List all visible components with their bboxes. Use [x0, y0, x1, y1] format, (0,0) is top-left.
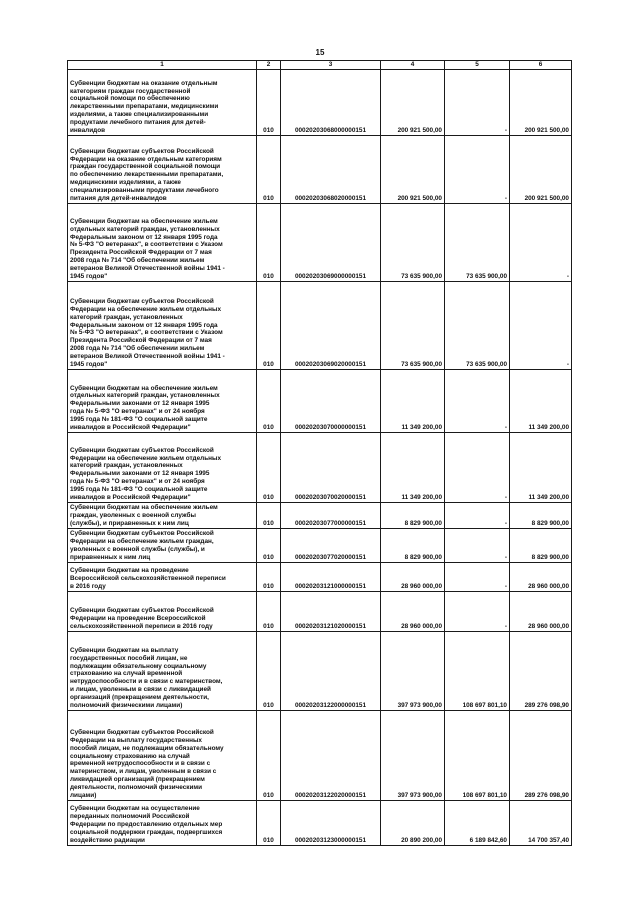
amount-unexecuted-cell: 289 276 098,90 [510, 632, 572, 711]
table-row [68, 136, 572, 204]
column-header: 2 [257, 61, 281, 70]
budget-code-cell: 00020203077020000151 [281, 529, 381, 563]
amount-unexecuted-cell: - [510, 204, 572, 282]
amount-approved-cell: 28 960 000,00 [381, 592, 445, 632]
budget-code-cell: 00020203070000000151 [281, 370, 381, 433]
amount-approved-cell: 73 635 900,00 [381, 282, 445, 370]
amount-executed-cell: - [445, 136, 510, 204]
line-code-cell: 010 [257, 70, 281, 136]
income-name-cell: Субвенции бюджетам субъектов Российской Федерации на оказание отдельным категориям граждан государственной социальной помощи по обеспечению лекарственными препаратами, медицинскими изделиями, а также специализированными продуктами лечебного питания для детей-инвалидов [68, 136, 257, 204]
line-code-cell: 010 [257, 370, 281, 433]
amount-unexecuted-cell: 200 921 500,00 [510, 136, 572, 204]
table-row [68, 204, 572, 282]
amount-executed-cell: - [445, 70, 510, 136]
amount-approved-cell: 8 829 900,00 [381, 529, 445, 563]
line-code-cell: 010 [257, 136, 281, 204]
income-name-cell: Субвенции бюджетам на выплату государственных пособий лицам, не подлежащим обязательному социальному страхованию на случай временной нетрудоспособности и в связи с материнством, и лицам, уволенным в связи с ликвидацией организаций (прекращением деятельности, полномочий физическими лицами) [68, 632, 257, 711]
budget-code-cell: 00020203121020000151 [281, 592, 381, 632]
budget-code-cell: 00020203121000000151 [281, 563, 381, 592]
table-row [68, 529, 572, 563]
amount-unexecuted-cell: 28 960 000,00 [510, 592, 572, 632]
income-name-cell: Субвенции бюджетам на обеспечение жильем отдельных категорий граждан, установленных Федеральными законами от 12 января 1995 года № 5-ФЗ "О ветеранах" и от 24 ноября 1995 года № 181-ФЗ "О социальной защите инвалидов в Российской Федерации" [68, 370, 257, 433]
budget-code-cell: 00020203069020000151 [281, 282, 381, 370]
budget-code-cell: 00020203068020000151 [281, 136, 381, 204]
line-code-cell: 010 [257, 801, 281, 846]
budget-code-cell: 00020203070020000151 [281, 433, 381, 503]
table-row [68, 433, 572, 503]
budget-table [67, 60, 572, 846]
line-code-cell: 010 [257, 529, 281, 563]
budget-code-cell: 00020203122000000151 [281, 632, 381, 711]
budget-code-cell: 00020203077000000151 [281, 503, 381, 529]
income-name-cell: Субвенции бюджетам субъектов Российской Федерации на обеспечение жильем отдельных категорий граждан, установленных Федеральными законами от 12 января 1995 года № 5-ФЗ "О ветеранах" и от 24 ноября 1995 года № 181-ФЗ "О социальной защите инвалидов в Российской Федерации" [68, 433, 257, 503]
amount-unexecuted-cell: - [510, 282, 572, 370]
line-code-cell: 010 [257, 632, 281, 711]
amount-executed-cell: - [445, 529, 510, 563]
table-row [68, 592, 572, 632]
table-row [68, 801, 572, 846]
amount-unexecuted-cell: 11 349 200,00 [510, 433, 572, 503]
budget-code-cell: 00020203068000000151 [281, 70, 381, 136]
amount-approved-cell: 11 349 200,00 [381, 370, 445, 433]
amount-unexecuted-cell: 28 960 000,00 [510, 563, 572, 592]
line-code-cell: 010 [257, 282, 281, 370]
column-header: 1 [68, 61, 257, 70]
line-code-cell: 010 [257, 711, 281, 801]
amount-executed-cell: - [445, 370, 510, 433]
amount-approved-cell: 28 960 000,00 [381, 563, 445, 592]
budget-code-cell: 00020203069000000151 [281, 204, 381, 282]
budget-code-cell: 00020203123000000151 [281, 801, 381, 846]
amount-unexecuted-cell: 8 829 900,00 [510, 529, 572, 563]
column-header: 6 [510, 61, 572, 70]
income-name-cell: Субвенции бюджетам субъектов Российской Федерации на выплату государственных пособий лицам, не подлежащим обязательному социальному страхованию на случай временной нетрудоспособности и в связи с материнством, и лицам, уволенным в связи с ликвидацией организаций (прекращением деятельности, полномочий физическими лицами) [68, 711, 257, 801]
amount-approved-cell: 73 635 900,00 [381, 204, 445, 282]
amount-approved-cell: 200 921 500,00 [381, 136, 445, 204]
amount-executed-cell: 73 635 900,00 [445, 282, 510, 370]
income-name-cell: Субвенции бюджетам субъектов Российской Федерации на обеспечение жильем отдельных категорий граждан, установленных Федеральным законом от 12 января 1995 года № 5-ФЗ "О ветеранах", в соответствии с Указом Президента Российской Федерации от 7 мая 2008 года № 714 "Об обеспечении жильем ветеранов Великой Отечественной войны 1941 - 1945 годов" [68, 282, 257, 370]
column-header: 3 [281, 61, 381, 70]
amount-approved-cell: 397 973 900,00 [381, 711, 445, 801]
amount-unexecuted-cell: 289 276 098,90 [510, 711, 572, 801]
amount-executed-cell: - [445, 592, 510, 632]
table-row [68, 70, 572, 136]
amount-approved-cell: 200 921 500,00 [381, 70, 445, 136]
line-code-cell: 010 [257, 433, 281, 503]
amount-executed-cell: 108 697 801,10 [445, 632, 510, 711]
line-code-cell: 010 [257, 592, 281, 632]
column-header: 5 [445, 61, 510, 70]
column-number-row [68, 61, 572, 70]
budget-code-cell: 00020203122020000151 [281, 711, 381, 801]
income-name-cell: Субвенции бюджетам на осуществление переданных полномочий Российской Федерации по предоставлению отдельных мер социальной поддержки граждан, подвергшихся воздействию радиации [68, 801, 257, 846]
amount-approved-cell: 8 829 900,00 [381, 503, 445, 529]
amount-executed-cell: 6 189 842,60 [445, 801, 510, 846]
income-name-cell: Субвенции бюджетам на проведение Всероссийской сельскохозяйственной переписи в 2016 году [68, 563, 257, 592]
amount-approved-cell: 20 890 200,00 [381, 801, 445, 846]
amount-unexecuted-cell: 14 700 357,40 [510, 801, 572, 846]
amount-executed-cell: - [445, 503, 510, 529]
table-row [68, 503, 572, 529]
table-row [68, 632, 572, 711]
income-name-cell: Субвенции бюджетам на обеспечение жильем отдельных категорий граждан, установленных Федеральным законом от 12 января 1995 года № 5-ФЗ "О ветеранах", в соответствии с Указом Президента Российской Федерации от 7 мая 2008 года № 714 "Об обеспечении жильем ветеранов Великой Отечественной войны 1941 - 1945 годов" [68, 204, 257, 282]
table-row [68, 370, 572, 433]
income-name-cell: Субвенции бюджетам субъектов Российской Федерации на обеспечение жильем граждан, уволенных с военной службы (службы), и приравненных к ним лиц [68, 529, 257, 563]
amount-executed-cell: - [445, 433, 510, 503]
table-row [68, 563, 572, 592]
income-name-cell: Субвенции бюджетам субъектов Российской Федерации на проведение Всероссийской сельскохозяйственной переписи в 2016 году [68, 592, 257, 632]
table-row [68, 282, 572, 370]
amount-unexecuted-cell: 11 349 200,00 [510, 370, 572, 433]
line-code-cell: 010 [257, 204, 281, 282]
table-row [68, 711, 572, 801]
amount-executed-cell: - [445, 563, 510, 592]
amount-approved-cell: 11 349 200,00 [381, 433, 445, 503]
line-code-cell: 010 [257, 563, 281, 592]
income-name-cell: Субвенции бюджетам на оказание отдельным категориям граждан государственной социальной помощи по обеспечению лекарственными препаратами, медицинскими изделиями, а также специализированными продуктами лечебного питания для детей- инвалидов [68, 70, 257, 136]
amount-unexecuted-cell: 8 829 900,00 [510, 503, 572, 529]
line-code-cell: 010 [257, 503, 281, 529]
amount-approved-cell: 397 973 900,00 [381, 632, 445, 711]
amount-unexecuted-cell: 200 921 500,00 [510, 70, 572, 136]
income-name-cell: Субвенции бюджетам на обеспечение жильем граждан, уволенных с военной службы (службы), и приравненных к ним лиц [68, 503, 257, 529]
column-header: 4 [381, 61, 445, 70]
page-number: 15 [315, 48, 325, 57]
amount-executed-cell: 73 635 900,00 [445, 204, 510, 282]
amount-executed-cell: 108 697 801,10 [445, 711, 510, 801]
